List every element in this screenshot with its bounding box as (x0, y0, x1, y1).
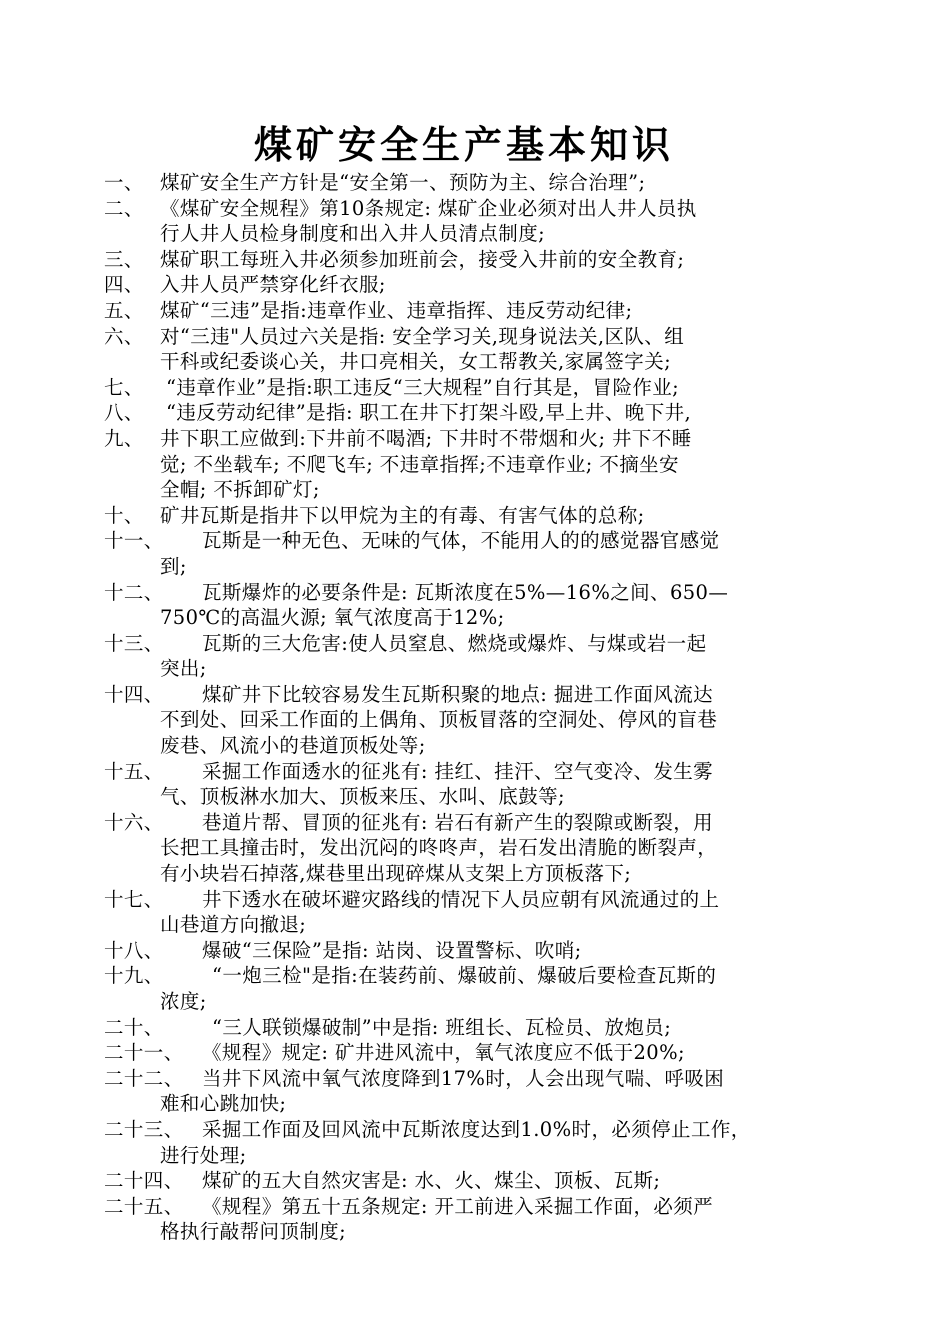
item-text-line: “一炮三检"是指:在装药前、爆破前、爆破后要检查瓦斯的 (212, 964, 717, 988)
item-text-line: 不到处、回采工作面的上偶角、顶板冒落的空洞处、停风的盲巷 (160, 708, 718, 732)
item-number: 二十三、 (104, 1117, 184, 1141)
item-text-line: 入井人员严禁穿化纤衣服; (160, 273, 386, 297)
item-number: 四、 (104, 273, 144, 297)
item-text-line: 突出; (160, 657, 207, 681)
item-text-line: 采掘工作面透水的征兆有: 挂红、挂汗、空气变冷、发生雾 (202, 759, 714, 783)
item-text-line: 《煤矿安全规程》第10条规定: 煤矿企业必须对出人井人员执 (160, 196, 697, 220)
item-text-line: 《规程》第五十五条规定: 开工前进入采掘工作面，必须严 (202, 1194, 714, 1218)
list-item (104, 1168, 844, 1194)
item-text-line: 到; (160, 554, 187, 578)
list-item (104, 682, 844, 759)
item-text-line: 对“三违"人员过六关是指: 安全学习关,现身说法关,区队、组 (160, 324, 685, 348)
item-text-line: 有小块岩石掉落,煤巷里出现碎煤从支架上方顶板落下; (160, 862, 632, 886)
list-item (104, 580, 844, 631)
list-item (104, 887, 844, 938)
item-text-line: 干科或纪委谈心关，井口亮相关，女工帮教关,家属签字关; (160, 350, 672, 374)
item-text-line: 浓度; (160, 990, 207, 1013)
item-text-line: 气、顶板淋水加大、顶板来压、水叫、底鼓等; (160, 785, 565, 809)
list-item (104, 1194, 844, 1245)
list-item (104, 272, 844, 298)
item-number: 十五、 (104, 759, 164, 783)
page-title: 煤矿安全生产基本知识 (253, 122, 674, 167)
list-item (104, 298, 844, 324)
item-text-line: 山巷道方向撤退; (160, 913, 307, 937)
item-text-line: 煤矿“三违”是指:违章作业、违章指挥、违反劳动纪律; (160, 298, 633, 322)
list-item (104, 375, 844, 401)
item-text-line: 进行处理; (160, 1143, 247, 1167)
item-text-line: 煤矿职工每班入井必须参加班前会，接受入井前的安全教育; (160, 247, 685, 271)
item-text-line: “违反劳动纪律”是指: 职工在井下打架斗殴,早上井、晚下井, (166, 401, 692, 425)
item-number: 七、 (104, 375, 144, 399)
item-text-line: 行人井人员检身制度和出入井人员清点制度; (160, 222, 546, 246)
item-number: 十一、 (104, 529, 164, 553)
item-text-line: 矿井瓦斯是指井下以甲烷为主的有毒、有害气体的总称; (160, 503, 645, 527)
item-text-line: 全帽; 不拆卸矿灯; (160, 478, 320, 502)
item-number: 二十、 (104, 1015, 164, 1039)
item-number: 八、 (104, 401, 144, 425)
item-text-line: 废巷、风流小的巷道顶板处等; (160, 734, 426, 758)
list-item (104, 1066, 844, 1117)
item-number: 二十五、 (104, 1194, 184, 1218)
list-item (104, 503, 844, 529)
item-text-line: 巷道片帮、冒顶的征兆有: 岩石有新产生的裂隙或断裂，用 (202, 810, 714, 834)
item-number: 二十一、 (104, 1041, 184, 1065)
item-text-line: 煤矿井下比较容易发生瓦斯积聚的地点: 掘进工作面风流达 (202, 682, 714, 706)
knowledge-list (104, 170, 844, 1245)
item-text-line: 长把工具撞击时，发出沉闷的咚咚声，岩石发出清脆的断裂声， (160, 836, 718, 860)
list-item (104, 528, 844, 579)
list-item (104, 1040, 844, 1066)
item-number: 九、 (104, 426, 144, 450)
item-text-line: 格执行敲帮问顶制度; (160, 1220, 347, 1244)
list-item (104, 426, 844, 503)
item-text-line: 煤矿的五大自然灾害是: 水、火、煤尘、顶板、瓦斯; (202, 1169, 661, 1193)
item-number: 五、 (104, 298, 144, 322)
item-number: 十八、 (104, 938, 164, 962)
item-number: 十、 (104, 503, 144, 527)
item-number: 十九、 (104, 964, 164, 988)
item-text-line: 煤矿安全生产方针是“安全第一、预防为主、综合治理”; (160, 171, 646, 194)
list-item (104, 247, 844, 273)
list-item (104, 1015, 844, 1041)
item-text-line: 觉; 不坐载车; 不爬飞车; 不违章指挥;不违章作业; 不摘坐安 (160, 452, 679, 476)
item-number: 十三、 (104, 631, 164, 655)
item-text-line: 《规程》规定: 矿井进风流中，氧气浓度应不低于20%; (202, 1041, 685, 1065)
list-item (104, 759, 844, 810)
list-item (104, 400, 844, 426)
list-item (104, 196, 844, 247)
item-number: 十四、 (104, 682, 164, 706)
item-number: 二、 (104, 196, 144, 220)
item-text-line: 750℃的高温火源; 氧气浓度高于12%; (160, 606, 505, 630)
list-item (104, 170, 844, 196)
item-text-line: 瓦斯爆炸的必要条件是: 瓦斯浓度在5%—16%之间、650— (202, 580, 729, 604)
item-text-line: 难和心跳加快; (160, 1092, 287, 1116)
item-text-line: 采掘工作面及回风流中瓦斯浓度达到1.0%时，必须停止工作， (202, 1117, 751, 1141)
item-number: 十二、 (104, 580, 164, 604)
list-item (104, 1117, 844, 1168)
list-item (104, 810, 844, 887)
item-number: 二十二、 (104, 1066, 184, 1090)
item-number: 六、 (104, 324, 144, 348)
item-text-line: 井下透水在破坏避灾路线的情况下人员应朝有风流通过的上 (202, 887, 720, 911)
list-item (104, 631, 844, 682)
list-item (104, 324, 844, 375)
list-item (104, 938, 844, 964)
item-text-line: “三人联锁爆破制”中是指: 班组长、瓦检员、放炮员; (212, 1015, 672, 1039)
item-number: 三、 (104, 247, 144, 271)
item-text-line: “违章作业”是指:职工违反“三大规程”自行其是，冒险作业; (166, 375, 680, 399)
item-text-line: 井下职工应做到:下井前不喝酒; 下井时不带烟和火; 井下不睡 (160, 426, 692, 450)
item-number: 一、 (104, 171, 144, 194)
item-number: 十七、 (104, 887, 164, 911)
item-number: 二十四、 (104, 1169, 184, 1193)
item-text-line: 瓦斯是一种无色、无味的气体，不能用人的的感觉器官感觉 (202, 529, 720, 553)
item-text-line: 爆破“三保险”是指: 站岗、设置警标、吹哨; (202, 938, 582, 962)
item-text-line: 瓦斯的三大危害:使人员窒息、燃烧或爆炸、与煤或岩一起 (202, 631, 707, 655)
list-item (104, 963, 844, 1014)
item-text-line: 当井下风流中氧气浓度降到17%时，人会出现气喘、呼吸困 (202, 1066, 725, 1090)
item-number: 十六、 (104, 810, 164, 834)
